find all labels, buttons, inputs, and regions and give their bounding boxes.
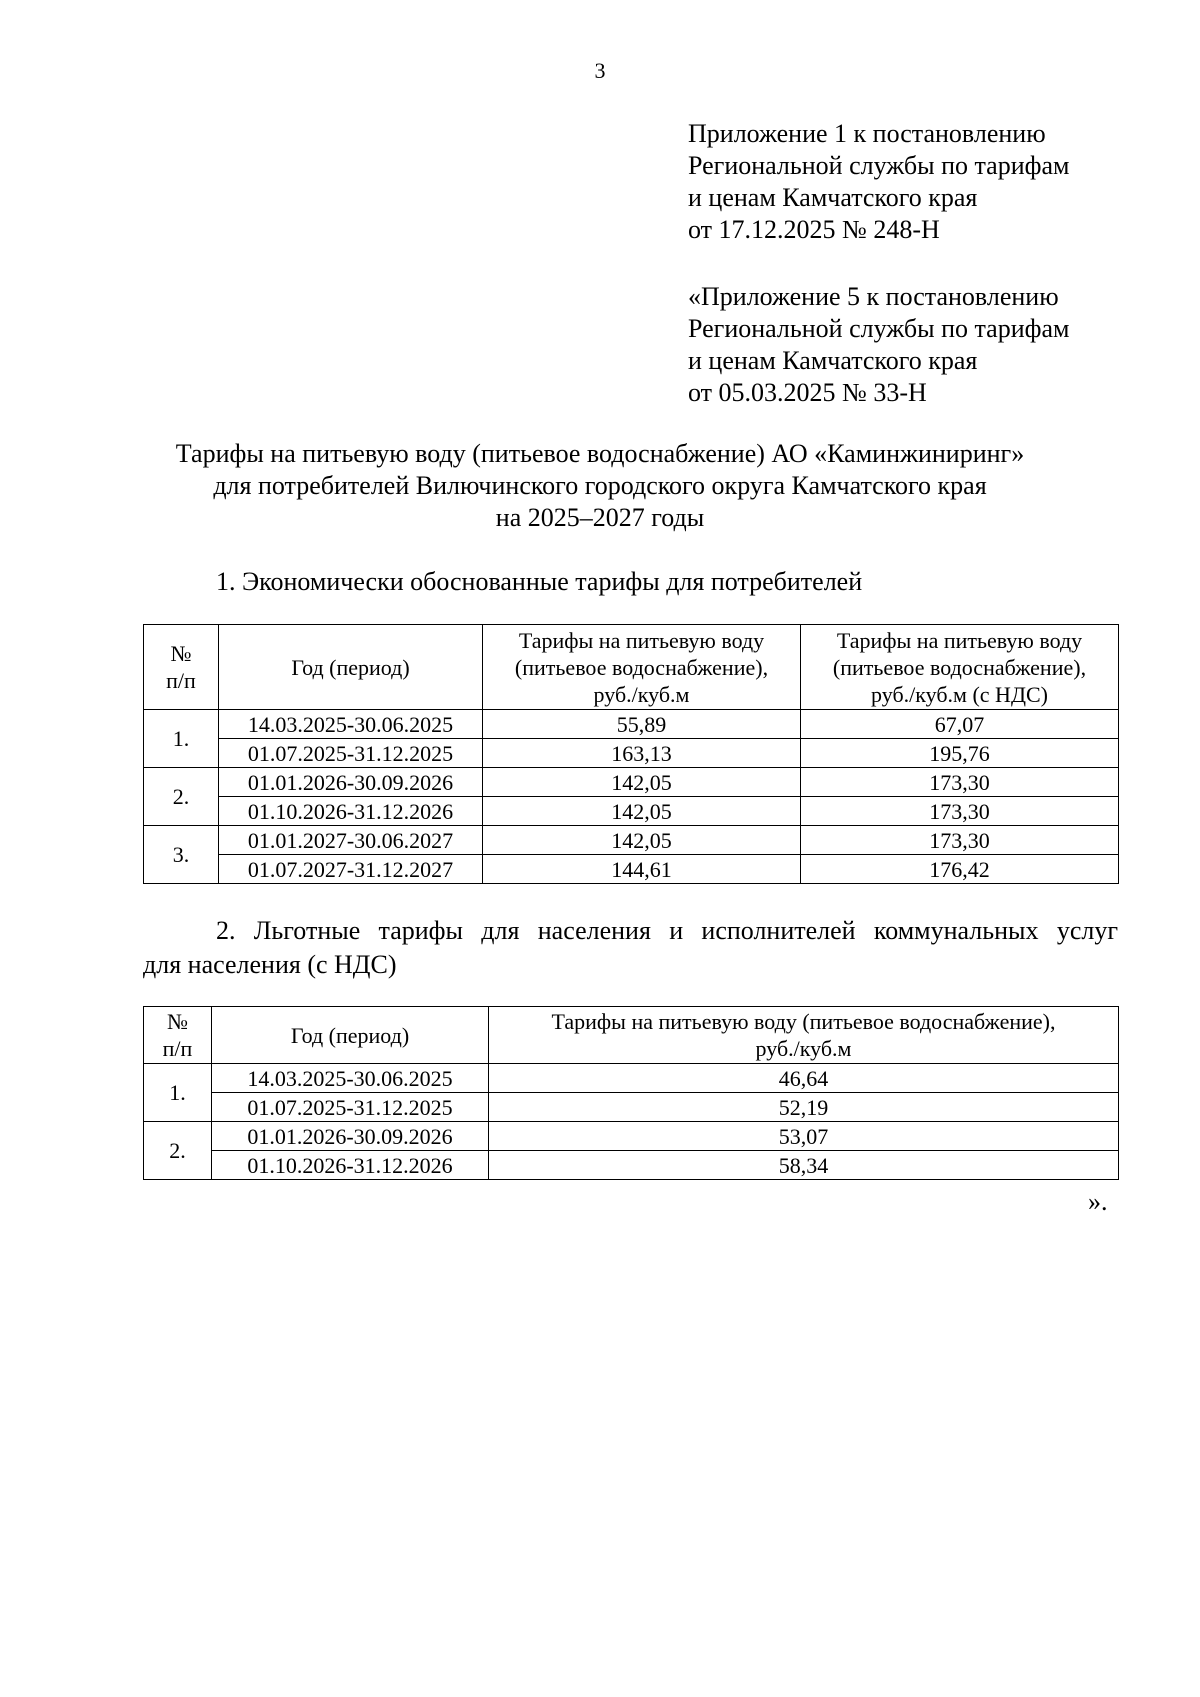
tariff-cell: 52,19 <box>489 1093 1119 1122</box>
tariff-cell: 144,61 <box>483 855 801 884</box>
tariff-cell: 163,13 <box>483 739 801 768</box>
section-2-heading <box>143 914 1118 982</box>
header-tariff-vat-line: Тарифы на питьевую воду <box>836 627 1083 653</box>
table-row <box>144 1064 1119 1093</box>
annex-1-header <box>688 118 1069 246</box>
header-tariff-line: Тарифы на питьевую воду (питьевое водоснабжение), <box>551 1009 1056 1034</box>
tariff-vat-cell: 173,30 <box>801 797 1119 826</box>
title-line: Тарифы на питьевую воду (питьевое водоснабжение) АО «Каминжиниринг» <box>175 439 1025 468</box>
header-tariff-line: (питьевое водоснабжение), <box>514 654 769 680</box>
tariff-cell: 53,07 <box>489 1122 1119 1151</box>
tariff-cell: 142,05 <box>483 797 801 826</box>
header-tariff-vat-line: (питьевое водоснабжение), <box>832 654 1087 680</box>
period-cell: 01.01.2026-30.09.2026 <box>219 768 483 797</box>
header-tariff-line: руб./куб.м <box>755 1036 852 1061</box>
tariff-cell: 58,34 <box>489 1151 1119 1180</box>
title-line: на 2025–2027 годы <box>495 503 705 532</box>
period-cell: 01.01.2027-30.06.2027 <box>219 826 483 855</box>
header-num <box>144 1007 212 1064</box>
tariff-vat-cell: 67,07 <box>801 710 1119 739</box>
annex-line: от 17.12.2025 № 248-Н <box>688 215 940 244</box>
section-2-heading-line: 2. Льготные тарифы для населения и исполнителей коммунальных услуг <box>216 916 1118 945</box>
period-cell: 14.03.2025-30.06.2025 <box>212 1064 489 1093</box>
annex-line: и ценам Камчатского края <box>688 183 978 212</box>
annex-5-header <box>688 281 1069 409</box>
header-period: Год (период) <box>212 1007 489 1064</box>
annex-line: Региональной службы по тарифам <box>688 151 1070 180</box>
table-row <box>144 1151 1119 1180</box>
tariff-vat-cell: 176,42 <box>801 855 1119 884</box>
header-tariff-vat-line: руб./куб.м (с НДС) <box>871 681 1048 707</box>
period-cell: 01.07.2027-31.12.2027 <box>219 855 483 884</box>
row-number: 3. <box>144 826 219 884</box>
tariff-vat-cell: 173,30 <box>801 768 1119 797</box>
row-number: 1. <box>144 710 219 768</box>
document-title <box>0 438 1200 534</box>
tariff-cell: 142,05 <box>483 826 801 855</box>
title-line: для потребителей Вилючинского городского округа Камчатского края <box>213 471 987 500</box>
period-cell: 01.01.2026-30.09.2026 <box>212 1122 489 1151</box>
tariff-cell: 46,64 <box>489 1064 1119 1093</box>
header-tariff-line: Тарифы на питьевую воду <box>518 627 765 653</box>
annex-line: от 05.03.2025 № 33-Н <box>688 378 927 407</box>
annex-line: Приложение 1 к постановлению <box>688 119 1046 148</box>
period-cell: 01.07.2025-31.12.2025 <box>219 739 483 768</box>
page-number: 3 <box>594 58 606 83</box>
table-row <box>144 1093 1119 1122</box>
table-row <box>144 826 1119 855</box>
table-row <box>144 855 1119 884</box>
table-header-row <box>144 625 1119 710</box>
economic-tariffs-table <box>143 624 1119 884</box>
table-row <box>144 710 1119 739</box>
tariff-vat-cell: 173,30 <box>801 826 1119 855</box>
header-num-line: п/п <box>166 668 196 693</box>
preferential-tariffs-table <box>143 1006 1119 1180</box>
table-row <box>144 739 1119 768</box>
period-cell: 01.10.2026-31.12.2026 <box>212 1151 489 1180</box>
row-number: 2. <box>144 1122 212 1180</box>
annex-line: Региональной службы по тарифам <box>688 314 1070 343</box>
header-tariff-line: руб./куб.м <box>593 681 690 707</box>
period-cell: 01.07.2025-31.12.2025 <box>212 1093 489 1122</box>
tariff-cell: 142,05 <box>483 768 801 797</box>
tariff-cell: 55,89 <box>483 710 801 739</box>
header-period: Год (период) <box>219 625 483 710</box>
header-num-line: № <box>167 1009 188 1034</box>
header-tariff <box>483 625 801 710</box>
annex-line: «Приложение 5 к постановлению <box>688 282 1059 311</box>
row-number: 2. <box>144 768 219 826</box>
header-tariff <box>489 1007 1119 1064</box>
annex-line: и ценам Камчатского края <box>688 346 978 375</box>
table-header-row <box>144 1007 1119 1064</box>
table-row <box>144 797 1119 826</box>
section-1-heading: 1. Экономически обоснованные тарифы для потребителей <box>216 567 863 596</box>
closing-quote: ». <box>1088 1187 1108 1216</box>
period-cell: 14.03.2025-30.06.2025 <box>219 710 483 739</box>
row-number: 1. <box>144 1064 212 1122</box>
header-tariff-vat <box>801 625 1119 710</box>
period-cell: 01.10.2026-31.12.2026 <box>219 797 483 826</box>
table-row <box>144 768 1119 797</box>
section-2-heading-line: для населения (с НДС) <box>143 950 397 979</box>
tariff-vat-cell: 195,76 <box>801 739 1119 768</box>
header-num-line: п/п <box>162 1036 193 1061</box>
table-row <box>144 1122 1119 1151</box>
header-num <box>144 625 219 710</box>
header-num-line: № <box>170 641 192 666</box>
